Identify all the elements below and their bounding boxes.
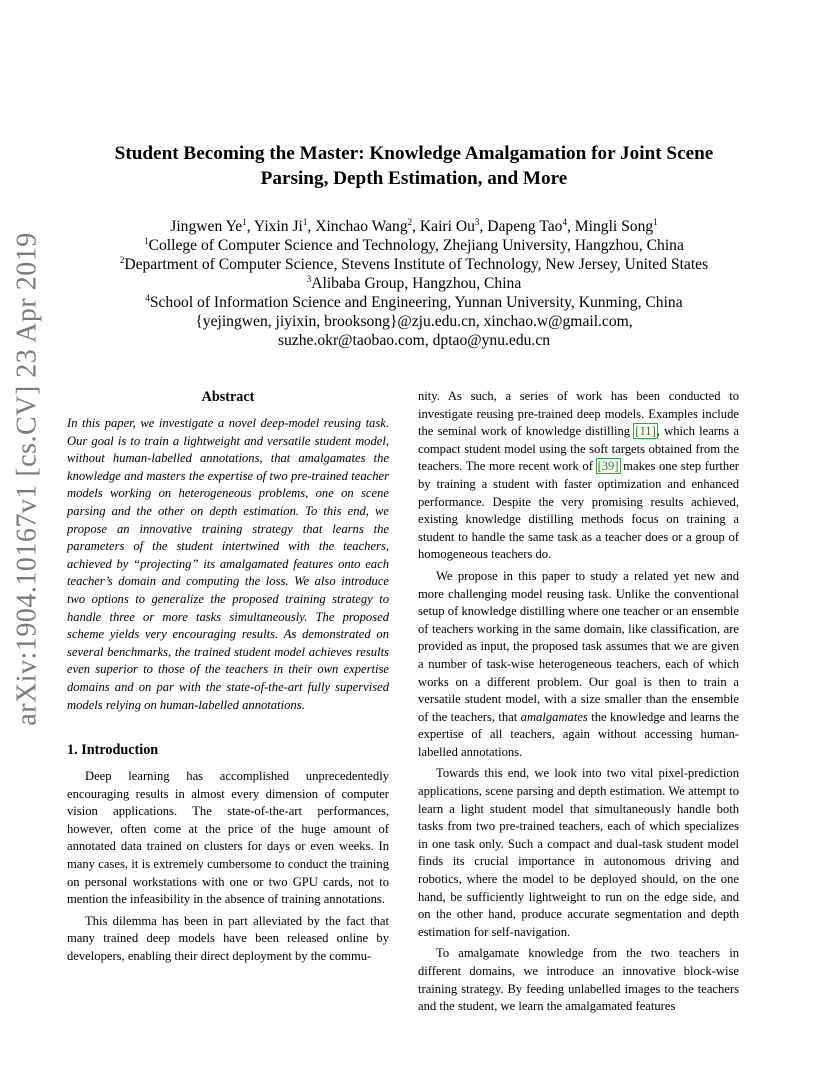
title-line-2: Parsing, Depth Estimation, and More [260,168,568,189]
affiliation-mark: 1 [653,217,658,227]
author-name: Kairi Ou [419,218,475,235]
affiliation-3: $^3$Alibaba Group, Hangzhou, China [306,274,522,292]
right-paragraph-1: nity. As such, a series of work has been conducted to investigate reusing pre-trained deep models. Examples include the seminal work of knowledge distilling [11], which learns a compact student model using the soft targets obtained from the teachers. The more recent work of [39] makes one step further by training a student with faster optimization and enhanced performance. Despite the very promising results achieved, existing knowledge distilling methods focus on training a student to handle the same task as a teacher does or a group of homogeneous teachers do. [418,389,739,562]
affiliation-4: $^4$School of Information Science and Engineering, Yunnan University, Kunming, China [145,293,683,311]
abstract-heading: Abstract [201,389,255,405]
left-column [67,388,389,970]
right-paragraph-4: To amalgamate knowledge from the two teachers in different domains, we introduce an innovative block-wise training strategy. By feeding unlabelled images to the teachers and the student, we learn the amalgamated features [418,946,739,1014]
paper-title [60,141,768,191]
affiliation-mark: 1 [302,217,308,227]
affiliation-2: $^2$Department of Computer Science, Stevens Institute of Technology, New Jersey, United States [119,255,709,273]
citation-link[interactable]: [11] [635,424,656,439]
right-paragraph-2: We propose in this paper to study a related yet new and more challenging model reusing task. Unlike the conventional setup of knowledge distilling where one teacher or an ensemble of teachers working in the same domain, like classification, are provided as input, the proposed task assumes that we are given a number of task-wise heterogeneous teachers, each of which works on a different problem. Our goal is then to train a versatile student model, with a size smaller than the ensemble of the teachers, that amalgamates the knowledge and learns the expertise of all teachers, again without accessing human-labelled annotations. [418,568,739,759]
citation-link[interactable]: [39] [597,459,619,474]
author-name: Mingli Song [574,218,654,235]
affiliation-mark: 4 [562,217,567,227]
intro-paragraph-1: Deep learning has accomplished unprecedentedly encouraging results in almost every dimension of computer vision applications. The state-of-the-art performances, however, often come at the price of the huge amount of annotated data trained on clusters for days or even weeks. In many cases, it is extremely cumbersome to conduct the training on personal workstations with one or two GPU cards, not to mention the infeasibility in the absence of training annotations. [67,769,389,907]
author-name: Dapeng Tao [487,218,563,235]
right-paragraph-3: Towards this end, we look into two vital pixel-prediction applications, scene parsing and depth estimation. We attempt to learn a light student model that simultaneously handle both tasks from two pre-trained teachers, each of which specializes in one task only. Such a compact and dual-task student model finds its crucial importance in autonomous driving and robotics, where the model to be deployed should, on the one hand, be sufficiently lightweight to run on the edge side, and on the other hand, produce accurate segmentation and depth estimation for self-navigation. [418,766,739,939]
introduction-heading: 1. Introduction [67,742,159,759]
title-line-1: Student Becoming the Master: Knowledge Amalgamation for Joint Scene [114,143,714,164]
arxiv-stamp [4,232,52,726]
author-name: Jingwen Ye [170,218,243,235]
author-name: Yixin Ji [253,218,303,235]
email-line-1: {yejingwen, jiyixin, brooksong}@zju.edu.cn, xinchao.w@gmail.com, [195,313,633,330]
abstract-text: In this paper, we investigate a novel deep-model reusing task. Our goal is to train a lightweight and versatile student model, without human-labelled annotations, that amalgamates the knowledge and masters the expertise of two pre-trained teacher models working on heterogeneous problems, one on scene parsing and the other on depth estimation. To this end, we propose an innovative training strategy that learns the parameters of the student intertwined with the teachers, achieved by “projecting” its amalgamated features onto each teacher’s domain and computing the loss. We also introduce two options to generalize the proposed training strategy to handle three or more tasks simultaneously. The proposed scheme yields very encouraging results. As demonstrated on several benchmarks, the trained student model achieves results even superior to those of the teachers in their own expertise domains and on par with the state-of-the-art fully supervised models relying on human-labelled annotations. [67,416,389,712]
affiliation-mark: 3 [474,217,480,227]
intro-paragraph-2: This dilemma has been in part alleviated by the fact that many trained deep models have been released online by developers, enabling their direct deployment by the commu- [67,913,389,964]
arxiv-identifier: arXiv:1904.10167v1 [cs.CV] 23 Apr 2019 [12,232,43,726]
author-name: Xinchao Wang [315,218,408,235]
affiliation-mark: 1 [242,217,247,227]
author-list: Jingwen Ye$^1$, Yixin Ji$^1$, Xinchao Wang$^2$, Kairi Ou$^3$, Dapeng Tao$^4$, Mingli Song$^1$ [170,217,658,235]
email-line-2: suzhe.okr@taobao.com, dptao@ynu.edu.cn [277,332,551,349]
right-column [418,388,739,1020]
affiliation-1: $^1$College of Computer Science and Technology, Zhejiang University, Hangzhou, China [144,236,684,254]
author-block [60,217,768,350]
affiliation-mark: 2 [407,217,413,227]
